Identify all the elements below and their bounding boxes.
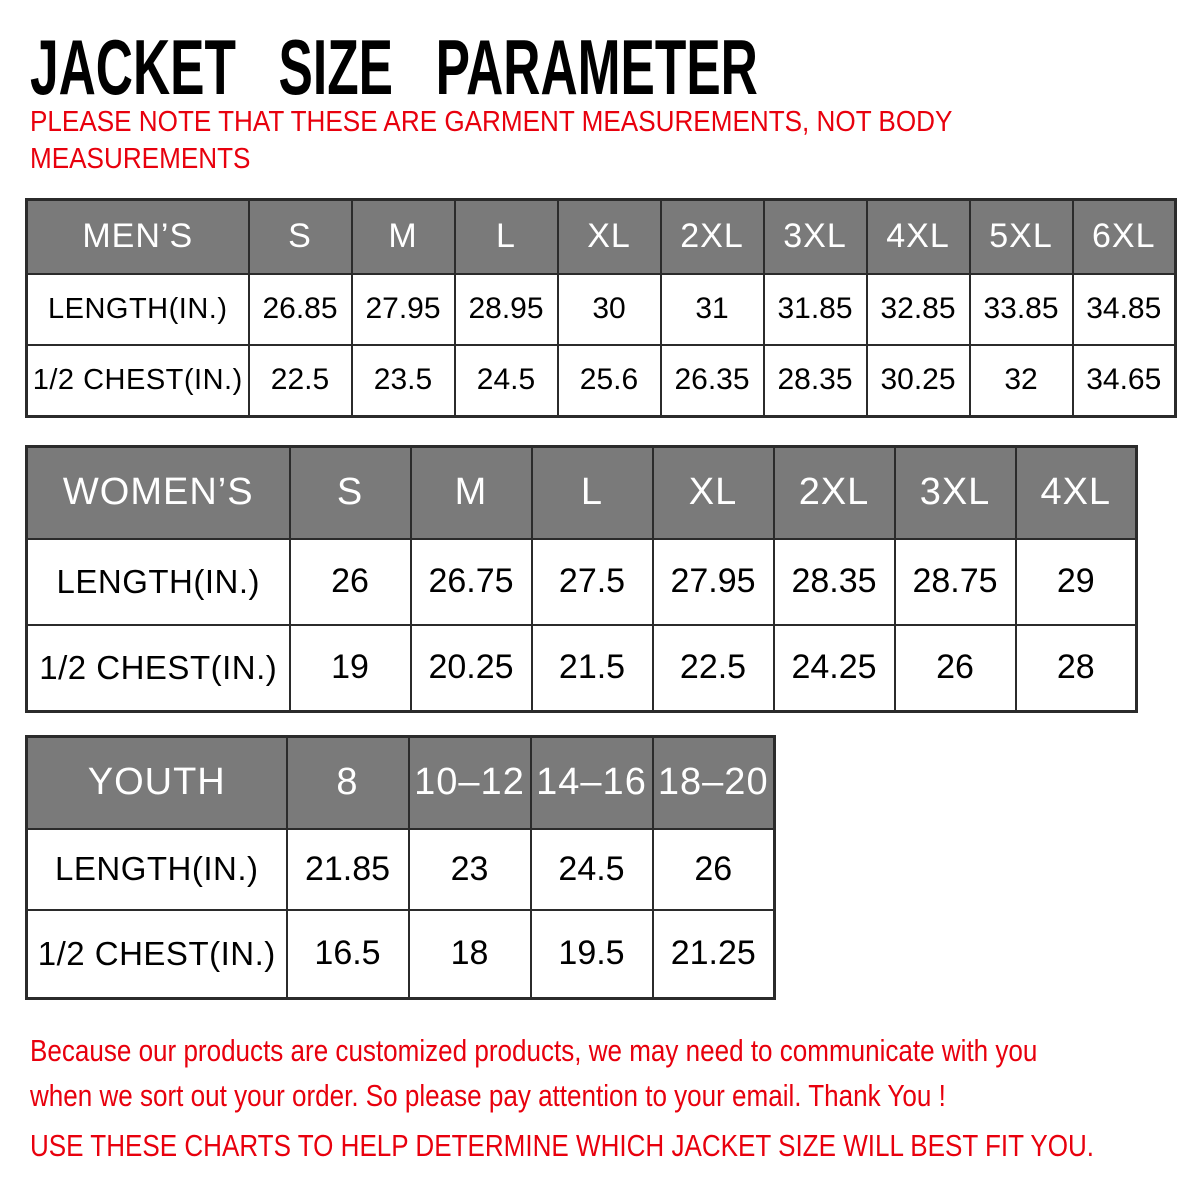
- womens-length-value: 28.75: [895, 539, 1016, 625]
- youth-size-10-12: 10–12: [409, 737, 531, 829]
- womens-chest-value: 24.25: [774, 625, 895, 712]
- mens-chest-value: 30.25: [867, 345, 970, 417]
- mens-length-value: 27.95: [352, 274, 455, 345]
- womens-length-value: 29: [1016, 539, 1137, 625]
- youth-length-value: 26: [653, 829, 775, 910]
- mens-length-label: LENGTH(IN.): [27, 274, 249, 345]
- youth-chest-value: 18: [409, 910, 531, 999]
- mens-chest-value: 32: [970, 345, 1073, 417]
- womens-size-3xl: 3XL: [895, 447, 1016, 539]
- youth-size-table: [25, 735, 776, 1000]
- mens-size-l: L: [455, 200, 558, 274]
- fit-tip: [30, 1128, 1200, 1164]
- mens-size-2xl: 2XL: [661, 200, 764, 274]
- youth-size-8: 8: [287, 737, 409, 829]
- youth-length-value: 21.85: [287, 829, 409, 910]
- youth-chest-value: 21.25: [653, 910, 775, 999]
- mens-chest-value: 34.65: [1073, 345, 1176, 417]
- womens-table-title: WOMEN’S: [27, 447, 290, 539]
- mens-chest-value: 25.6: [558, 345, 661, 417]
- womens-chest-value: 20.25: [411, 625, 532, 712]
- womens-size-table: [25, 445, 1138, 713]
- youth-length-label: LENGTH(IN.): [27, 829, 287, 910]
- womens-chest-value: 26: [895, 625, 1016, 712]
- womens-length-row: [27, 539, 1137, 625]
- womens-size-2xl: 2XL: [774, 447, 895, 539]
- mens-size-6xl: 6XL: [1073, 200, 1176, 274]
- mens-length-value: 30: [558, 274, 661, 345]
- womens-size-l: L: [532, 447, 653, 539]
- customization-notice-line-1: Because our products are customized products, we may need to communicate with you: [30, 1033, 1038, 1068]
- youth-header-row: [27, 737, 775, 829]
- womens-length-value: 27.5: [532, 539, 653, 625]
- mens-length-value: 26.85: [249, 274, 352, 345]
- mens-size-4xl: 4XL: [867, 200, 970, 274]
- mens-length-row: [27, 274, 1176, 345]
- womens-length-label: LENGTH(IN.): [27, 539, 290, 625]
- youth-chest-value: 19.5: [531, 910, 653, 999]
- youth-length-row: [27, 829, 775, 910]
- womens-size-4xl: 4XL: [1016, 447, 1137, 539]
- mens-length-value: 33.85: [970, 274, 1073, 345]
- mens-length-value: 34.85: [1073, 274, 1176, 345]
- womens-chest-value: 22.5: [653, 625, 774, 712]
- womens-chest-value: 28: [1016, 625, 1137, 712]
- mens-header-row: [27, 200, 1176, 274]
- womens-length-value: 27.95: [653, 539, 774, 625]
- customization-notice-line-2: when we sort out your order. So please pay attention to your email. Thank You !: [30, 1078, 946, 1113]
- womens-size-m: M: [411, 447, 532, 539]
- womens-chest-row: [27, 625, 1137, 712]
- youth-chest-label: 1/2 CHEST(IN.): [27, 910, 287, 999]
- mens-size-5xl: 5XL: [970, 200, 1073, 274]
- youth-chest-value: 16.5: [287, 910, 409, 999]
- womens-size-s: S: [290, 447, 411, 539]
- youth-size-18-20: 18–20: [653, 737, 775, 829]
- youth-chest-row: [27, 910, 775, 999]
- customization-notice: [30, 1028, 1200, 1118]
- mens-chest-value: 26.35: [661, 345, 764, 417]
- mens-size-3xl: 3XL: [764, 200, 867, 274]
- womens-length-value: 28.35: [774, 539, 895, 625]
- mens-length-value: 28.95: [455, 274, 558, 345]
- mens-chest-value: 23.5: [352, 345, 455, 417]
- note-line-2: MEASUREMENTS: [30, 143, 251, 175]
- youth-size-14-16: 14–16: [531, 737, 653, 829]
- mens-length-value: 31: [661, 274, 764, 345]
- womens-chest-label: 1/2 CHEST(IN.): [27, 625, 290, 712]
- fit-tip-text: USE THESE CHARTS TO HELP DETERMINE WHICH JACKET SIZE WILL BEST FIT YOU.: [30, 1128, 1095, 1163]
- page-title-text: JACKET SIZE PARAMETER: [30, 23, 758, 111]
- womens-chest-value: 19: [290, 625, 411, 712]
- womens-chest-value: 21.5: [532, 625, 653, 712]
- mens-chest-row: [27, 345, 1176, 417]
- mens-length-value: 31.85: [764, 274, 867, 345]
- garment-measurement-note: [30, 104, 1055, 178]
- mens-chest-value: 22.5: [249, 345, 352, 417]
- youth-length-value: 23: [409, 829, 531, 910]
- womens-size-xl: XL: [653, 447, 774, 539]
- mens-table-title: MEN’S: [27, 200, 249, 274]
- mens-size-xl: XL: [558, 200, 661, 274]
- mens-chest-value: 28.35: [764, 345, 867, 417]
- mens-size-table: [25, 198, 1177, 418]
- youth-length-value: 24.5: [531, 829, 653, 910]
- womens-length-value: 26: [290, 539, 411, 625]
- womens-length-value: 26.75: [411, 539, 532, 625]
- mens-chest-value: 24.5: [455, 345, 558, 417]
- mens-chest-label: 1/2 CHEST(IN.): [27, 345, 249, 417]
- page-title: [30, 22, 1133, 113]
- womens-header-row: [27, 447, 1137, 539]
- mens-size-s: S: [249, 200, 352, 274]
- youth-table-title: YOUTH: [27, 737, 287, 829]
- mens-length-value: 32.85: [867, 274, 970, 345]
- note-line-1: PLEASE NOTE THAT THESE ARE GARMENT MEASUREMENTS, NOT BODY: [30, 106, 953, 138]
- mens-size-m: M: [352, 200, 455, 274]
